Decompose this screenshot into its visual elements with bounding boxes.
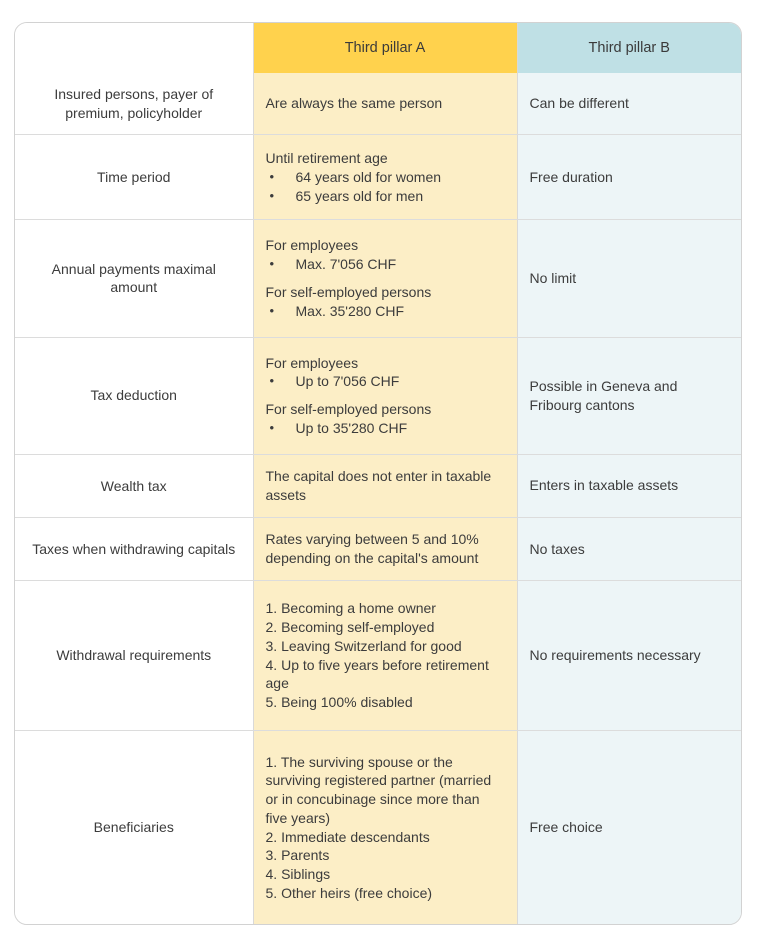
bullet-list [266,302,505,321]
cell-content: Rates varying between 5 and 10% depending on the capital's amount [265,531,479,566]
cell-third-pillar-a [253,731,517,924]
bullet-item: • 64 years old for women [266,168,505,187]
table-row [15,135,741,220]
cell-third-pillar-b [517,581,741,731]
bullet-list [266,419,505,438]
numbered-item: Becoming self-employed [281,619,435,636]
header-row [15,23,741,73]
row-label-annual-payments-maximal-amount: Annual payments maximal amount [15,220,253,337]
bullet-item: • Max. 7'056 CHF [266,255,505,274]
bullet-group [266,283,505,321]
cell-content: No taxes [529,540,585,557]
cell-content: Can be different [529,95,629,112]
cell-content [266,354,505,438]
comparison-table-container [14,22,742,925]
row-label-wealth-tax: Wealth tax [15,454,253,517]
cell-content [266,753,505,903]
cell-third-pillar-a [253,454,517,517]
table-row [15,73,741,135]
table-row [15,581,741,731]
cell-third-pillar-a [253,135,517,220]
cell-third-pillar-a [253,220,517,337]
bullet-group-lead: For self-employed persons [265,283,432,300]
cell-content: Free choice [529,819,603,836]
cell-third-pillar-a [253,337,517,454]
cell-third-pillar-b [517,731,741,924]
cell-content: Possible in Geneva and Fribourg cantons [529,377,678,413]
numbered-item: Up to five years before retirement age [265,656,489,692]
bullet-item: • Max. 35'280 CHF [266,302,505,321]
numbered-item: Siblings [281,866,331,883]
header-cell-blank [15,23,253,73]
cell-third-pillar-b [517,135,741,220]
row-label-insured-persons-payer-of-premium-policyholde: Insured persons, payer of premium, policyholder [15,73,253,135]
header-cell-third-pillar-b: Third pillar B [517,23,741,73]
cell-content [266,236,505,320]
bullet-list [266,168,505,206]
cell-content: Free duration [529,169,613,186]
bullet-item: • 65 years old for men [266,187,505,206]
numbered-item: Other heirs (free choice) [281,884,433,901]
cell-content [266,599,505,712]
table-row [15,731,741,924]
numbered-list [266,599,505,712]
table-row [15,220,741,337]
cell-third-pillar-a [253,581,517,731]
row-label-withdrawal-requirements: Withdrawal requirements [15,581,253,731]
numbered-item: Parents [281,847,330,864]
bullet-group-lead: For employees [265,354,359,371]
numbered-item: The surviving spouse or the surviving registered partner (married or in concubinage since more than five years) [265,753,492,826]
table-row [15,337,741,454]
cell-third-pillar-b [517,517,741,580]
cell-content: No requirements necessary [529,647,701,664]
header-cell-third-pillar-a: Third pillar A [253,23,517,73]
bullet-group [266,236,505,274]
bullet-group [266,149,505,205]
numbered-list [266,753,505,903]
cell-third-pillar-b [517,454,741,517]
cell-third-pillar-b [517,220,741,337]
cell-content: No limit [529,270,577,287]
bullet-list [266,372,505,391]
cell-content: Are always the same person [265,95,443,112]
row-label-tax-deduction: Tax deduction [15,337,253,454]
table-row [15,454,741,517]
cell-content: The capital does not enter in taxable assets [265,468,492,503]
numbered-item: Being 100% disabled [281,694,413,711]
row-label-time-period: Time period [15,135,253,220]
row-label-taxes-when-withdrawing-capitals: Taxes when withdrawing capitals [15,517,253,580]
bullet-item: • Up to 7'056 CHF [266,372,505,391]
cell-content [266,149,505,205]
numbered-item: Becoming a home owner [281,600,436,617]
table-header [15,23,741,73]
table-body [15,73,741,924]
bullet-group-lead: For employees [265,237,359,254]
numbered-item: Leaving Switzerland for good [281,637,462,654]
bullet-group [266,400,505,438]
row-label-beneficiaries: Beneficiaries [15,731,253,924]
table-row [15,517,741,580]
cell-third-pillar-a [253,517,517,580]
bullet-group [266,354,505,392]
bullet-item: • Up to 35'280 CHF [266,419,505,438]
bullet-group-lead: Until retirement age [265,150,388,167]
cell-third-pillar-b [517,73,741,135]
cell-third-pillar-b [517,337,741,454]
pillar-comparison-table [15,23,741,924]
bullet-list [266,255,505,274]
numbered-item: Immediate descendants [281,828,430,845]
bullet-group-lead: For self-employed persons [265,401,432,418]
cell-content: Enters in taxable assets [529,477,679,494]
cell-third-pillar-a [253,73,517,135]
